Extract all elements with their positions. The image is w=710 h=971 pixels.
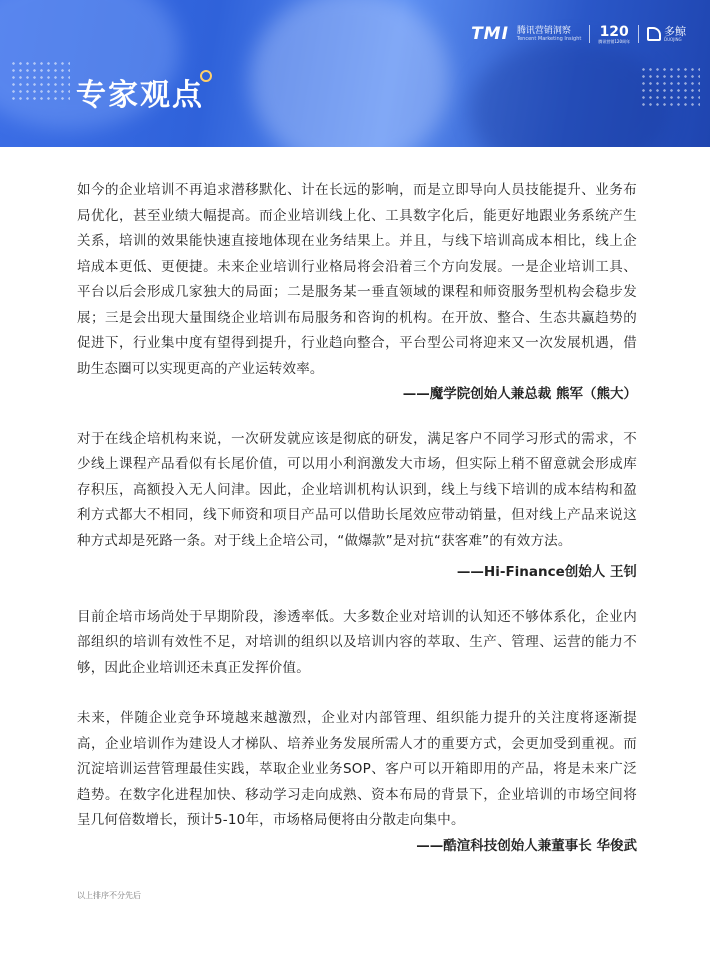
partner-name: 多鲸 (664, 25, 686, 38)
quote-text: 对于在线企培机构来说，一次研发就应该是彻底的研发，满足客户不同学习形式的需求，不少线上课程产品看似有长尾价值，可以用小利润激发大市场，但实际上稍不留意就会形成库存积压，高额投入无人问津。因此，企业培训机构认识到，线上与线下培训的成本结构和盈利方式都大不相同，线下师资和项目产品可以借助长尾效应带动销量，但对线上产品来说这种方式却是死路一条。对于线上企培公司，“做爆款”是对抗“获客难”的有效方法。 (77, 430, 637, 549)
quote-block (77, 605, 637, 682)
quote-block (77, 427, 637, 586)
logo-divider (638, 25, 639, 43)
partner-logo (647, 26, 686, 42)
logo-divider (589, 25, 590, 43)
quote-attribution: ——Hi-Finance创始人 王钊 (456, 564, 637, 580)
tmi-name: 腾讯营销洞察 (516, 26, 571, 36)
banner-glow (250, 0, 450, 147)
tmi-logo-text (517, 26, 581, 42)
page-title: 专家观点 (76, 78, 204, 113)
decorative-dot-grid (10, 60, 70, 100)
decorative-dot-grid (640, 66, 700, 106)
anniversary-subtext: 腾讯营销120周年 (598, 38, 630, 44)
quote-block (77, 178, 637, 408)
quote-attribution: ——魔学院创始人兼总裁 熊军（熊大） (402, 386, 637, 402)
anniversary-logo (598, 25, 630, 44)
quote-attribution: ——酷渲科技创始人兼董事长 华俊武 (416, 837, 637, 854)
quote-text: 目前企培市场尚处于早期阶段，渗透率低。大多数企业对培训的认知还不够体系化，企业内部组织的培训有效性不足，对培训的组织以及培训内容的萃取、生产、管理、运营的能力不够，因此企业培训还未真正发挥价值。 (77, 608, 637, 676)
header-banner (0, 0, 710, 147)
partner-logo-icon (647, 27, 661, 41)
quotes-section (77, 178, 637, 859)
quote-text: 如今的企业培训不再追求潜移默化、计在长远的影响，而是立即导向人员技能提升、业务布局优化，甚至业绩大幅提高。而企业培训线上化、工具数字化后，能更好地跟业务系统产生关系，培训的效果能快速直接地体现在业务结果上。并且，与线下培训高成本相比，线上企培成本更低、更便捷。未来企业培训行业格局将会沿着三个方向发展。一是企业培训工具、平台以后会形成几家独大的局面；二是服务某一垂直领域的课程和师资服务型机构会稳步发展；三是会出现大量围绕企业培训布局服务和咨询的机构。在开放、整合、生态共赢趋势的促进下，行业集中度有望得到提升，行业趋向整合，平台型公司将迎来又一次发展机遇，借助生态圈可以实现更高的产业运转效率。 (77, 182, 637, 377)
quote-block (77, 706, 637, 859)
anniversary-mark: 120 (599, 23, 629, 40)
footnote: 以上排序不分先后 (77, 891, 141, 900)
tmi-english-name: Tencent Marketing Insight (516, 36, 582, 42)
tmi-logo: TMI (471, 24, 509, 44)
title-ring-icon (200, 70, 212, 82)
logo-group (471, 24, 686, 44)
partner-english-name: DUOJING (664, 37, 682, 42)
quote-text: 未来，伴随企业竞争环境越来越激烈，企业对内部管理、组织能力提升的关注度将逐渐提高，企业培训作为建设人才梯队、培养业务发展所需人才的重要方式，会更加受到重视。而沉淀培训运营管理最佳实践，萃取企业业务SOP、客户可以开箱即用的产品，将是未来广泛趋势。在数字化进程加快、移动学习走向成熟、资本布局的背景下，企业培训的市场空间将呈几何倍数增长，预计5-10年，市场格局便将由分散走向集中。 (77, 710, 637, 828)
